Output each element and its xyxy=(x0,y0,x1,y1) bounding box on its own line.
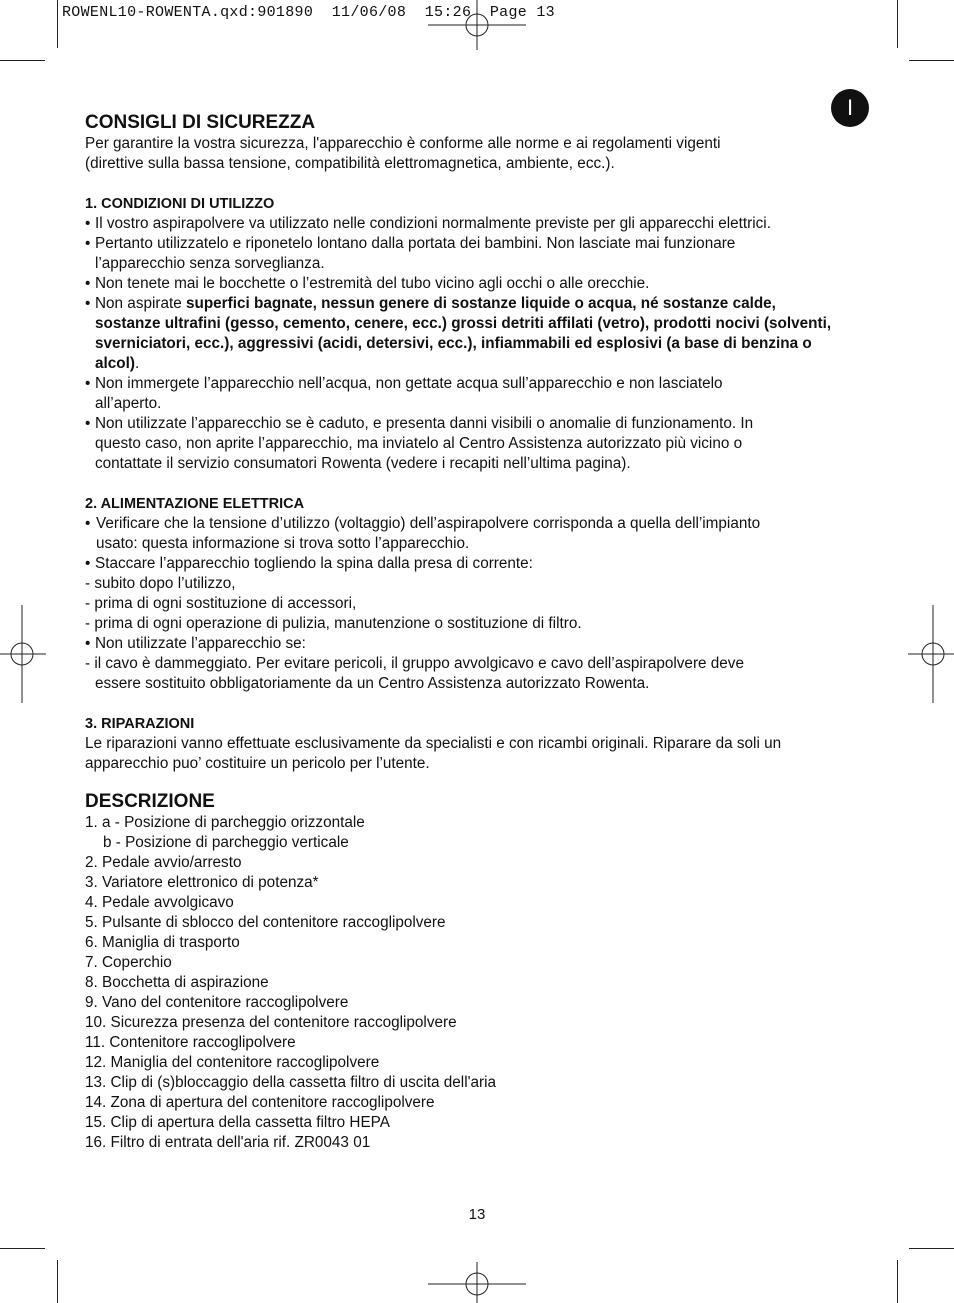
repairs-text: apparecchio puo’ costituire un pericolo per l’utente. xyxy=(85,755,430,772)
description-item: 6. Maniglia di trasporto xyxy=(85,934,240,951)
description-item: 7. Coperchio xyxy=(85,954,172,971)
registration-mark-top-icon xyxy=(428,0,526,50)
dash-item: - prima di ogni sostituzione di accessori, xyxy=(85,595,357,612)
section-title-safety: CONSIGLI DI SICUREZZA xyxy=(85,112,316,133)
bullet-item: • Non tenete mai le bocchette o l’estremità del tubo vicino agli occhi o alle orecchie. xyxy=(85,275,650,292)
crop-mark-top-right-h xyxy=(909,60,954,61)
registration-mark-left-icon xyxy=(0,605,46,703)
subsection-heading-repairs: 3. RIPARAZIONI xyxy=(85,716,195,732)
print-slug: ROWENL10-ROWENTA.qxd:901890 11/06/08 15:26 Page 13 xyxy=(62,4,555,21)
description-item: 12. Maniglia del contenitore raccoglipolvere xyxy=(85,1054,380,1071)
bullet-icon: • xyxy=(85,235,91,252)
dash-item-continuation: essere sostituito obbligatoriamente da un Centro Assistenza autorizzato Rowenta. xyxy=(95,675,650,692)
dash-item: - subito dopo l’utilizzo, xyxy=(85,575,236,592)
description-item: 4. Pedale avvolgicavo xyxy=(85,894,234,911)
bullet-item: • Staccare l’apparecchio togliendo la spina dalla presa di corrente: xyxy=(85,555,533,572)
dash-item: - il cavo è dammeggiato. Per evitare pericoli, il gruppo avvolgicavo e cavo dell’aspirapolvere deve xyxy=(85,655,744,672)
page-content xyxy=(85,112,875,1153)
crop-mark-bottom-right-v xyxy=(897,1260,898,1303)
bullet-item: • Verificare che la tensione d’utilizzo (voltaggio) dell’aspirapolvere corrisponda a quella dell’impianto usato: questa informazione si trova sotto l’apparecchio. xyxy=(85,515,761,552)
bullet-icon: • xyxy=(85,295,91,312)
description-item: 1. a - Posizione di parcheggio orizzontale xyxy=(85,814,365,831)
registration-mark-bottom-icon xyxy=(428,1262,526,1303)
registration-mark-right-icon xyxy=(908,605,954,703)
repairs-text: Le riparazioni vanno effettuate esclusivamente da specialisti e con ricambi originali. Riparare da soli un xyxy=(85,735,782,752)
description-item: 11. Contenitore raccoglipolvere xyxy=(85,1034,296,1051)
description-item: 10. Sicurezza presenza del contenitore raccoglipolvere xyxy=(85,1014,457,1031)
language-badge: I xyxy=(831,89,869,127)
description-item: 14. Zona di apertura del contenitore raccoglipolvere xyxy=(85,1094,435,1111)
crop-mark-top-right-v xyxy=(897,0,898,48)
description-item: 13. Clip di (s)bloccaggio della cassetta filtro di uscita dell'aria xyxy=(85,1074,497,1091)
bullet-item: • Il vostro aspirapolvere va utilizzato nelle condizioni normalmente previste per gli apparecchi elettrici. xyxy=(85,215,771,232)
dash-item: - prima di ogni operazione di pulizia, manutenzione o sostituzione di filtro. xyxy=(85,615,582,632)
description-list xyxy=(85,853,875,1153)
crop-mark-top-left-h xyxy=(0,60,45,61)
subsection-heading-power: 2. ALIMENTAZIONE ELETTRICA xyxy=(85,496,305,512)
bullet-icon: • xyxy=(85,635,91,652)
description-item: 2. Pedale avvio/arresto xyxy=(85,854,242,871)
bullet-icon: • xyxy=(85,215,91,232)
safety-intro-line: (direttive sulla bassa tensione, compatibilità elettromagnetica, ambiente, ecc.). xyxy=(85,155,615,172)
bullet-icon: • xyxy=(85,375,91,392)
subsection-heading-usage: 1. CONDIZIONI DI UTILIZZO xyxy=(85,196,275,212)
crop-mark-top-left-v xyxy=(57,0,58,48)
description-item: 8. Bocchetta di aspirazione xyxy=(85,974,269,991)
crop-mark-bottom-left-v xyxy=(57,1260,58,1303)
bullet-item: • Pertanto utilizzatelo e riponetelo lontano dalla portata dei bambini. Non lasciate mai funzionare l’apparecchio senza sorveglianza. xyxy=(85,235,736,272)
crop-mark-bottom-left-h xyxy=(0,1248,45,1249)
page-number: 13 xyxy=(468,1206,486,1223)
bullet-icon: • xyxy=(85,275,91,292)
bullet-icon: • xyxy=(85,415,91,432)
bullet-item: • Non utilizzate l’apparecchio se: xyxy=(85,635,306,652)
bullet-icon: • xyxy=(85,515,91,532)
description-item: 15. Clip di apertura della cassetta filtro HEPA xyxy=(85,1114,390,1131)
safety-intro-line: Per garantire la vostra sicurezza, l'apparecchio è conforme alle norme e ai regolamenti vigenti xyxy=(85,135,721,152)
section-title-description: DESCRIZIONE xyxy=(85,791,215,812)
description-item: 16. Filtro di entrata dell'aria rif. ZR0043 01 xyxy=(85,1134,371,1151)
bullet-item: • Non aspirate superfici bagnate, nessun genere di sostanze liquide o acqua, né sostanze calde, sostanze ultrafini (gesso, cemento, cenere, ecc.) grossi detriti affilati (vetro), prodotti nocivi (solventi, sverniciatori, ecc.), aggressivi (acidi, detersivi, ecc.), infiammabili ed esplosivi (a base di benzina o alcol). xyxy=(85,295,832,372)
description-item: 3. Variatore elettronico di potenza* xyxy=(85,874,319,891)
bullet-item: • Non utilizzate l’apparecchio se è caduto, e presenta danni visibili o anomalie di funzionamento. In questo caso, non aprite l’apparecchio, ma inviatelo al Centro Assistenza autorizzato più vicino o contattate il servizio consumatori Rowenta (vedere i recapiti nell’ultima pagina). xyxy=(85,415,754,472)
bullet-icon: • xyxy=(85,555,91,572)
description-subitem: b - Posizione di parcheggio verticale xyxy=(103,834,349,851)
crop-mark-bottom-right-h xyxy=(909,1248,954,1249)
bullet-item: • Non immergete l’apparecchio nell’acqua, non gettate acqua sull’apparecchio e non lasciatelo all’aperto. xyxy=(85,375,723,412)
description-item: 5. Pulsante di sblocco del contenitore raccoglipolvere xyxy=(85,914,446,931)
description-item: 9. Vano del contenitore raccoglipolvere xyxy=(85,994,349,1011)
